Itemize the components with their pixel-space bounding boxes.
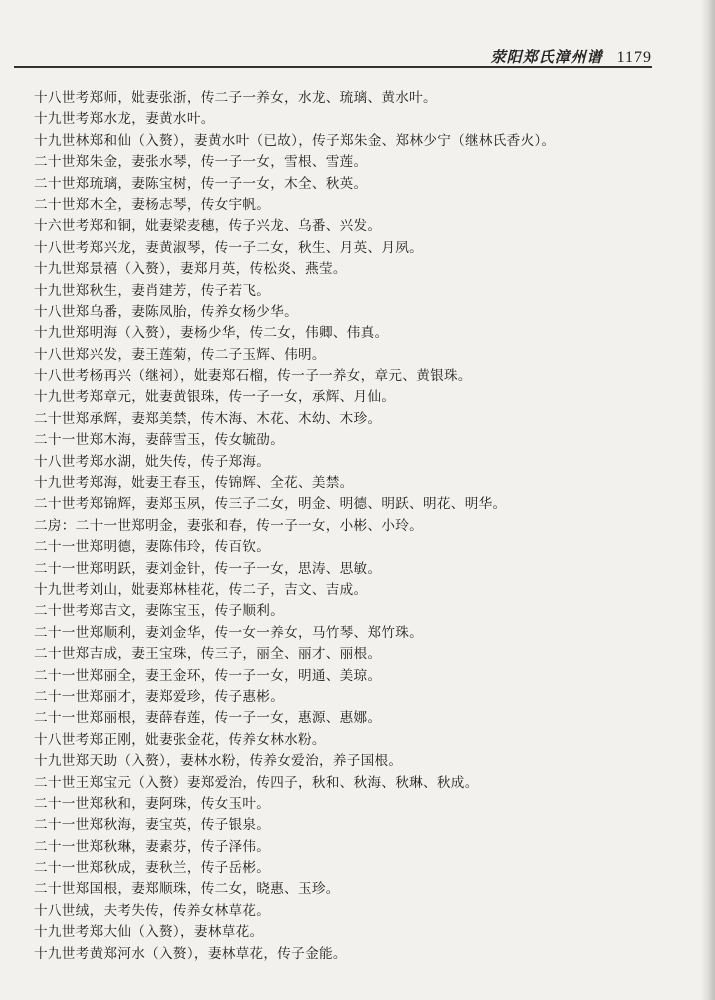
page-number: 1179: [616, 49, 652, 66]
genealogy-entry: 十九世郑明海（入赘），妻杨少华，传二女，伟卿、伟真。: [34, 325, 389, 342]
genealogy-entry: 二十一世郑明德，妻陈伟玲，传百钦。: [34, 539, 271, 556]
genealogy-entry: 二十一世郑秋成，妻秋兰，传子岳彬。: [34, 860, 271, 877]
genealogy-entry: 二房：二十一世郑明金，妻张和春，传一子一女，小彬、小玲。: [34, 517, 424, 534]
genealogy-entry: 十八世考郑水湖，妣失传，传子郑海。: [34, 453, 271, 470]
genealogy-entry: 二十一世郑明跃，妻刘金针，传一子一女，思涛、思敏。: [34, 560, 382, 577]
genealogy-entry: 十九世考刘山，妣妻郑林桂花，传二子，吉文、吉成。: [34, 581, 368, 598]
genealogy-entry: 二十一世郑木海，妻薛雪玉，传女毓劭。: [34, 432, 285, 449]
genealogy-entry: 十六世考郑和铜，妣妻梁麦穗，传子兴龙、乌番、兴发。: [34, 218, 382, 235]
genealogy-entry: 十八世郑乌番，妻陈凤胎，传养女杨少华。: [34, 303, 298, 320]
genealogy-entry: 二十世郑琉璃，妻陈宝树，传一子一女，木全、秋英。: [34, 175, 368, 192]
genealogy-entry: 二十世郑朱金，妻张水琴，传一子一女，雪根、雪莲。: [34, 154, 368, 171]
genealogy-entry: 十八世绒，夫考失传，传养女林草花。: [34, 902, 271, 919]
page-edge: [701, 0, 715, 1000]
genealogy-entry: 十九世考郑章元，妣妻黄银珠，传一子一女，承辉、月仙。: [34, 389, 396, 406]
genealogy-entry: 十八世考杨再兴（继祠），妣妻郑石榴，传一子一养女，章元、黄银珠。: [34, 368, 472, 385]
genealogy-entry-list: [34, 88, 654, 965]
genealogy-entry: 十九世考郑海，妣妻王春玉，传锦辉、全花、美禁。: [34, 475, 354, 492]
genealogy-entry: 十九世考郑大仙（入赘），妻林草花。: [34, 924, 264, 941]
genealogy-entry: 二十一世郑丽根，妻薛春莲，传一子一女，惠源、惠娜。: [34, 710, 382, 727]
running-header: [0, 46, 652, 67]
genealogy-entry: 二十世郑国根，妻郑顺珠，传二女，晓惠、玉珍。: [34, 881, 340, 898]
genealogy-entry: 二十一世郑顺利，妻刘金华，传一女一养女，马竹琴、郑竹珠。: [34, 624, 424, 641]
genealogy-entry: 二十世郑承辉，妻郑美禁，传木海、木花、木幼、木珍。: [34, 410, 382, 427]
header-rule: [14, 66, 652, 68]
genealogy-entry: 二十一世郑秋琳，妻素芬，传子泽伟。: [34, 838, 271, 855]
book-title: 荥阳郑氏漳州谱: [490, 48, 603, 66]
genealogy-entry: 十八世郑兴发，妻王莲菊，传二子玉辉、伟明。: [34, 346, 326, 363]
genealogy-entry: 二十一世郑秋海，妻宝英，传子银泉。: [34, 817, 271, 834]
genealogy-entry: 十九世郑秋生，妻肖建芳，传子若飞。: [34, 282, 271, 299]
genealogy-entry: 二十世郑木全，妻杨志琴，传女宇帆。: [34, 196, 271, 213]
genealogy-entry: 二十世考郑锦辉，妻郑玉夙，传三子二女，明金、明德、明跃、明花、明华。: [34, 496, 507, 513]
genealogy-entry: 十九世郑天助（入赘），妻林水粉，传养女爱治，养子国根。: [34, 753, 403, 770]
genealogy-entry: 十八世考郑师，妣妻张浙，传二子一养女，水龙、琉璃、黄水叶。: [34, 90, 437, 106]
genealogy-entry: 十九世林郑和仙（入赘），妻黄水叶（已故），传子郑朱金、郑林少宁（继林氏香火）。: [34, 132, 556, 149]
genealogy-entry: 十九世郑景禧（入赘），妻郑月英，传松炎、燕莹。: [34, 261, 347, 278]
genealogy-entry: 二十一世郑丽才，妻郑爱珍，传子惠彬。: [34, 688, 285, 705]
genealogy-entry: 二十一世郑秋和，妻阿珠，传女玉叶。: [34, 795, 271, 812]
genealogy-entry: 二十世考郑吉文，妻陈宝玉，传子顺利。: [34, 603, 285, 620]
genealogy-entry: 二十世王郑宝元（入赘）妻郑爱治，传四子，秋和、秋海、秋琳、秋成。: [34, 774, 479, 791]
genealogy-entry: 十九世考黄郑河水（入赘），妻林草花，传子金能。: [34, 945, 347, 962]
genealogy-entry: 十九世考郑水龙，妻黄水叶。: [34, 111, 215, 128]
genealogy-entry: 十八世考郑正刚，妣妻张金花，传养女林水粉。: [34, 731, 326, 748]
genealogy-entry: 二十一世郑丽全，妻王金环，传一子一女，明通、美琼。: [34, 667, 382, 684]
genealogy-entry: 二十世郑吉成，妻王宝珠，传三子，丽全、丽才、丽根。: [34, 646, 382, 663]
genealogy-entry: 十八世考郑兴龙，妻黄淑琴，传一子二女，秋生、月英、月夙。: [34, 239, 424, 256]
